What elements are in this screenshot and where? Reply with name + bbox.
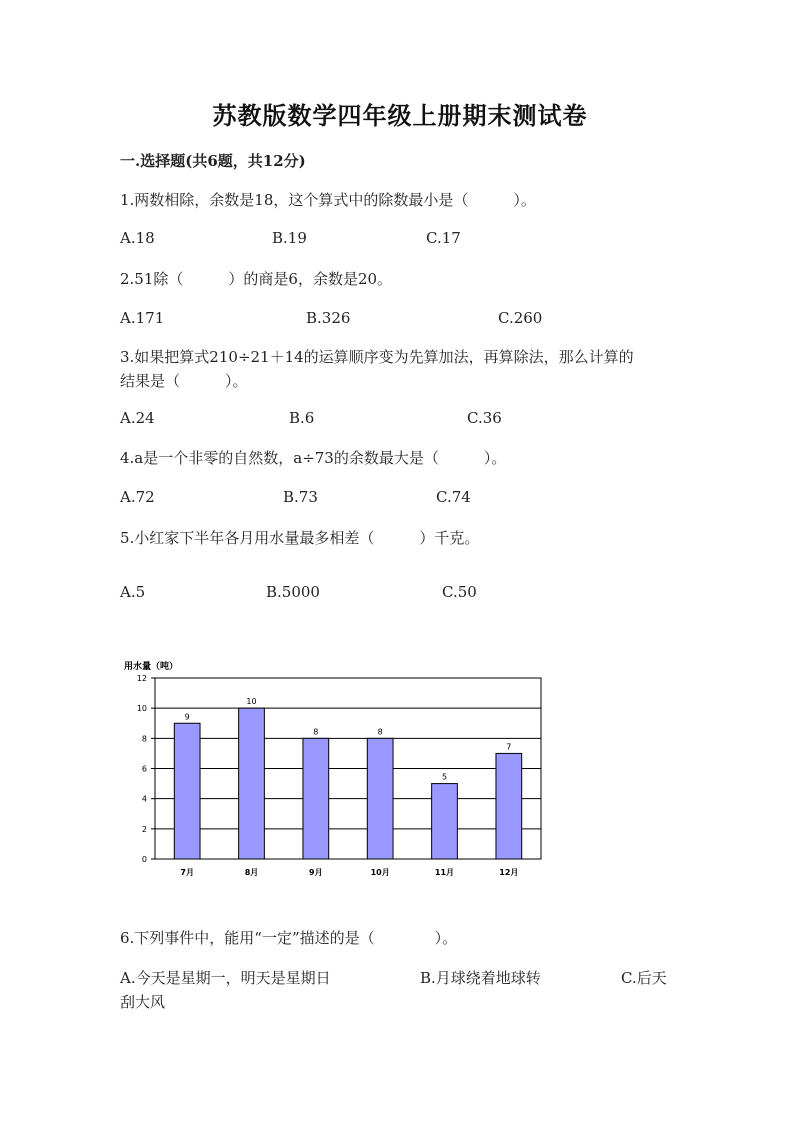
chart-x-tick-label: 8月 [244,868,259,877]
chart-x-tick-label: 9月 [309,868,323,877]
question-6-option-a: A.今天是星期一，明天是星期日 [120,969,331,987]
chart-data-label: 7 [506,742,512,752]
chart-y-tick-label: 4 [141,794,147,804]
question-3-option-c: C.36 [467,409,502,427]
chart-data-label: 10 [246,697,257,707]
question-5-stem: 5.小红家下半年各月用水量最多相差（ ）千克。 [120,529,480,547]
question-3-option-a: A.24 [120,409,155,427]
page-title: 苏教版数学四年级上册期末测试卷 [212,101,588,130]
chart-y-tick-label: 0 [141,855,147,864]
chart-data-label: 9 [184,712,190,722]
chart-y-tick-label: 8 [141,734,147,744]
question-6-stem: 6.下列事件中，能用“一定”描述的是（ ）。 [120,929,458,947]
question-1-option-c: C.17 [426,229,461,247]
chart-bar [496,753,522,859]
chart-bar [303,738,329,859]
question-4-stem: 4.a是一个非零的自然数，a÷73的余数最大是（ ）。 [120,449,507,467]
chart-y-tick-label: 10 [136,704,147,714]
water-usage-chart [118,655,558,885]
chart-bar [432,784,458,859]
chart-bar [239,708,265,859]
section-heading: 一.选择题(共6题，共12分) [120,152,306,170]
question-3-stem-line2: 结果是（ ）。 [120,372,248,390]
question-6-option-b: B.月球绕着地球转 [420,969,541,987]
question-2-option-a: A.171 [120,309,165,327]
question-1-option-a: A.18 [120,229,155,247]
question-4-option-c: C.74 [436,488,471,506]
chart-bar [367,738,393,859]
question-1-stem: 1.两数相除，余数是18，这个算式中的除数最小是（ ）。 [120,191,536,209]
chart-y-tick-label: 6 [141,764,147,774]
chart-x-tick-label: 12月 [499,868,519,877]
question-2-option-c: C.260 [498,309,543,327]
chart-y-tick-label: 12 [136,674,147,683]
chart-data-label: 5 [441,772,448,782]
question-2-stem: 2.51除（ ）的商是6，余数是20。 [120,270,393,288]
question-6-option-c-continued: 刮大风 [120,993,166,1011]
chart-x-tick-label: 10月 [370,868,390,877]
chart-bar [174,723,200,859]
question-2-option-b: B.326 [306,309,351,327]
chart-y-axis-label: 用水量（吨） [124,662,179,672]
question-5-option-b: B.5000 [266,583,320,601]
question-5-option-a: A.5 [120,583,146,601]
chart-data-label: 8 [377,727,383,737]
question-4-option-b: B.73 [283,488,318,506]
question-4-option-a: A.72 [120,488,155,506]
chart-x-tick-label: 11月 [434,868,455,877]
chart-data-label: 8 [313,727,319,737]
question-6-option-c: C.后天 [621,969,667,987]
chart-x-tick-label: 7月 [180,868,194,877]
question-1-option-b: B.19 [272,229,307,247]
chart-y-tick-label: 2 [141,824,147,834]
question-5-option-c: C.50 [442,583,477,601]
question-3-stem-line1: 3.如果把算式210÷21＋14的运算顺序变为先算加法，再算除法，那么计算的 [120,348,634,366]
question-3-option-b: B.6 [289,409,315,427]
